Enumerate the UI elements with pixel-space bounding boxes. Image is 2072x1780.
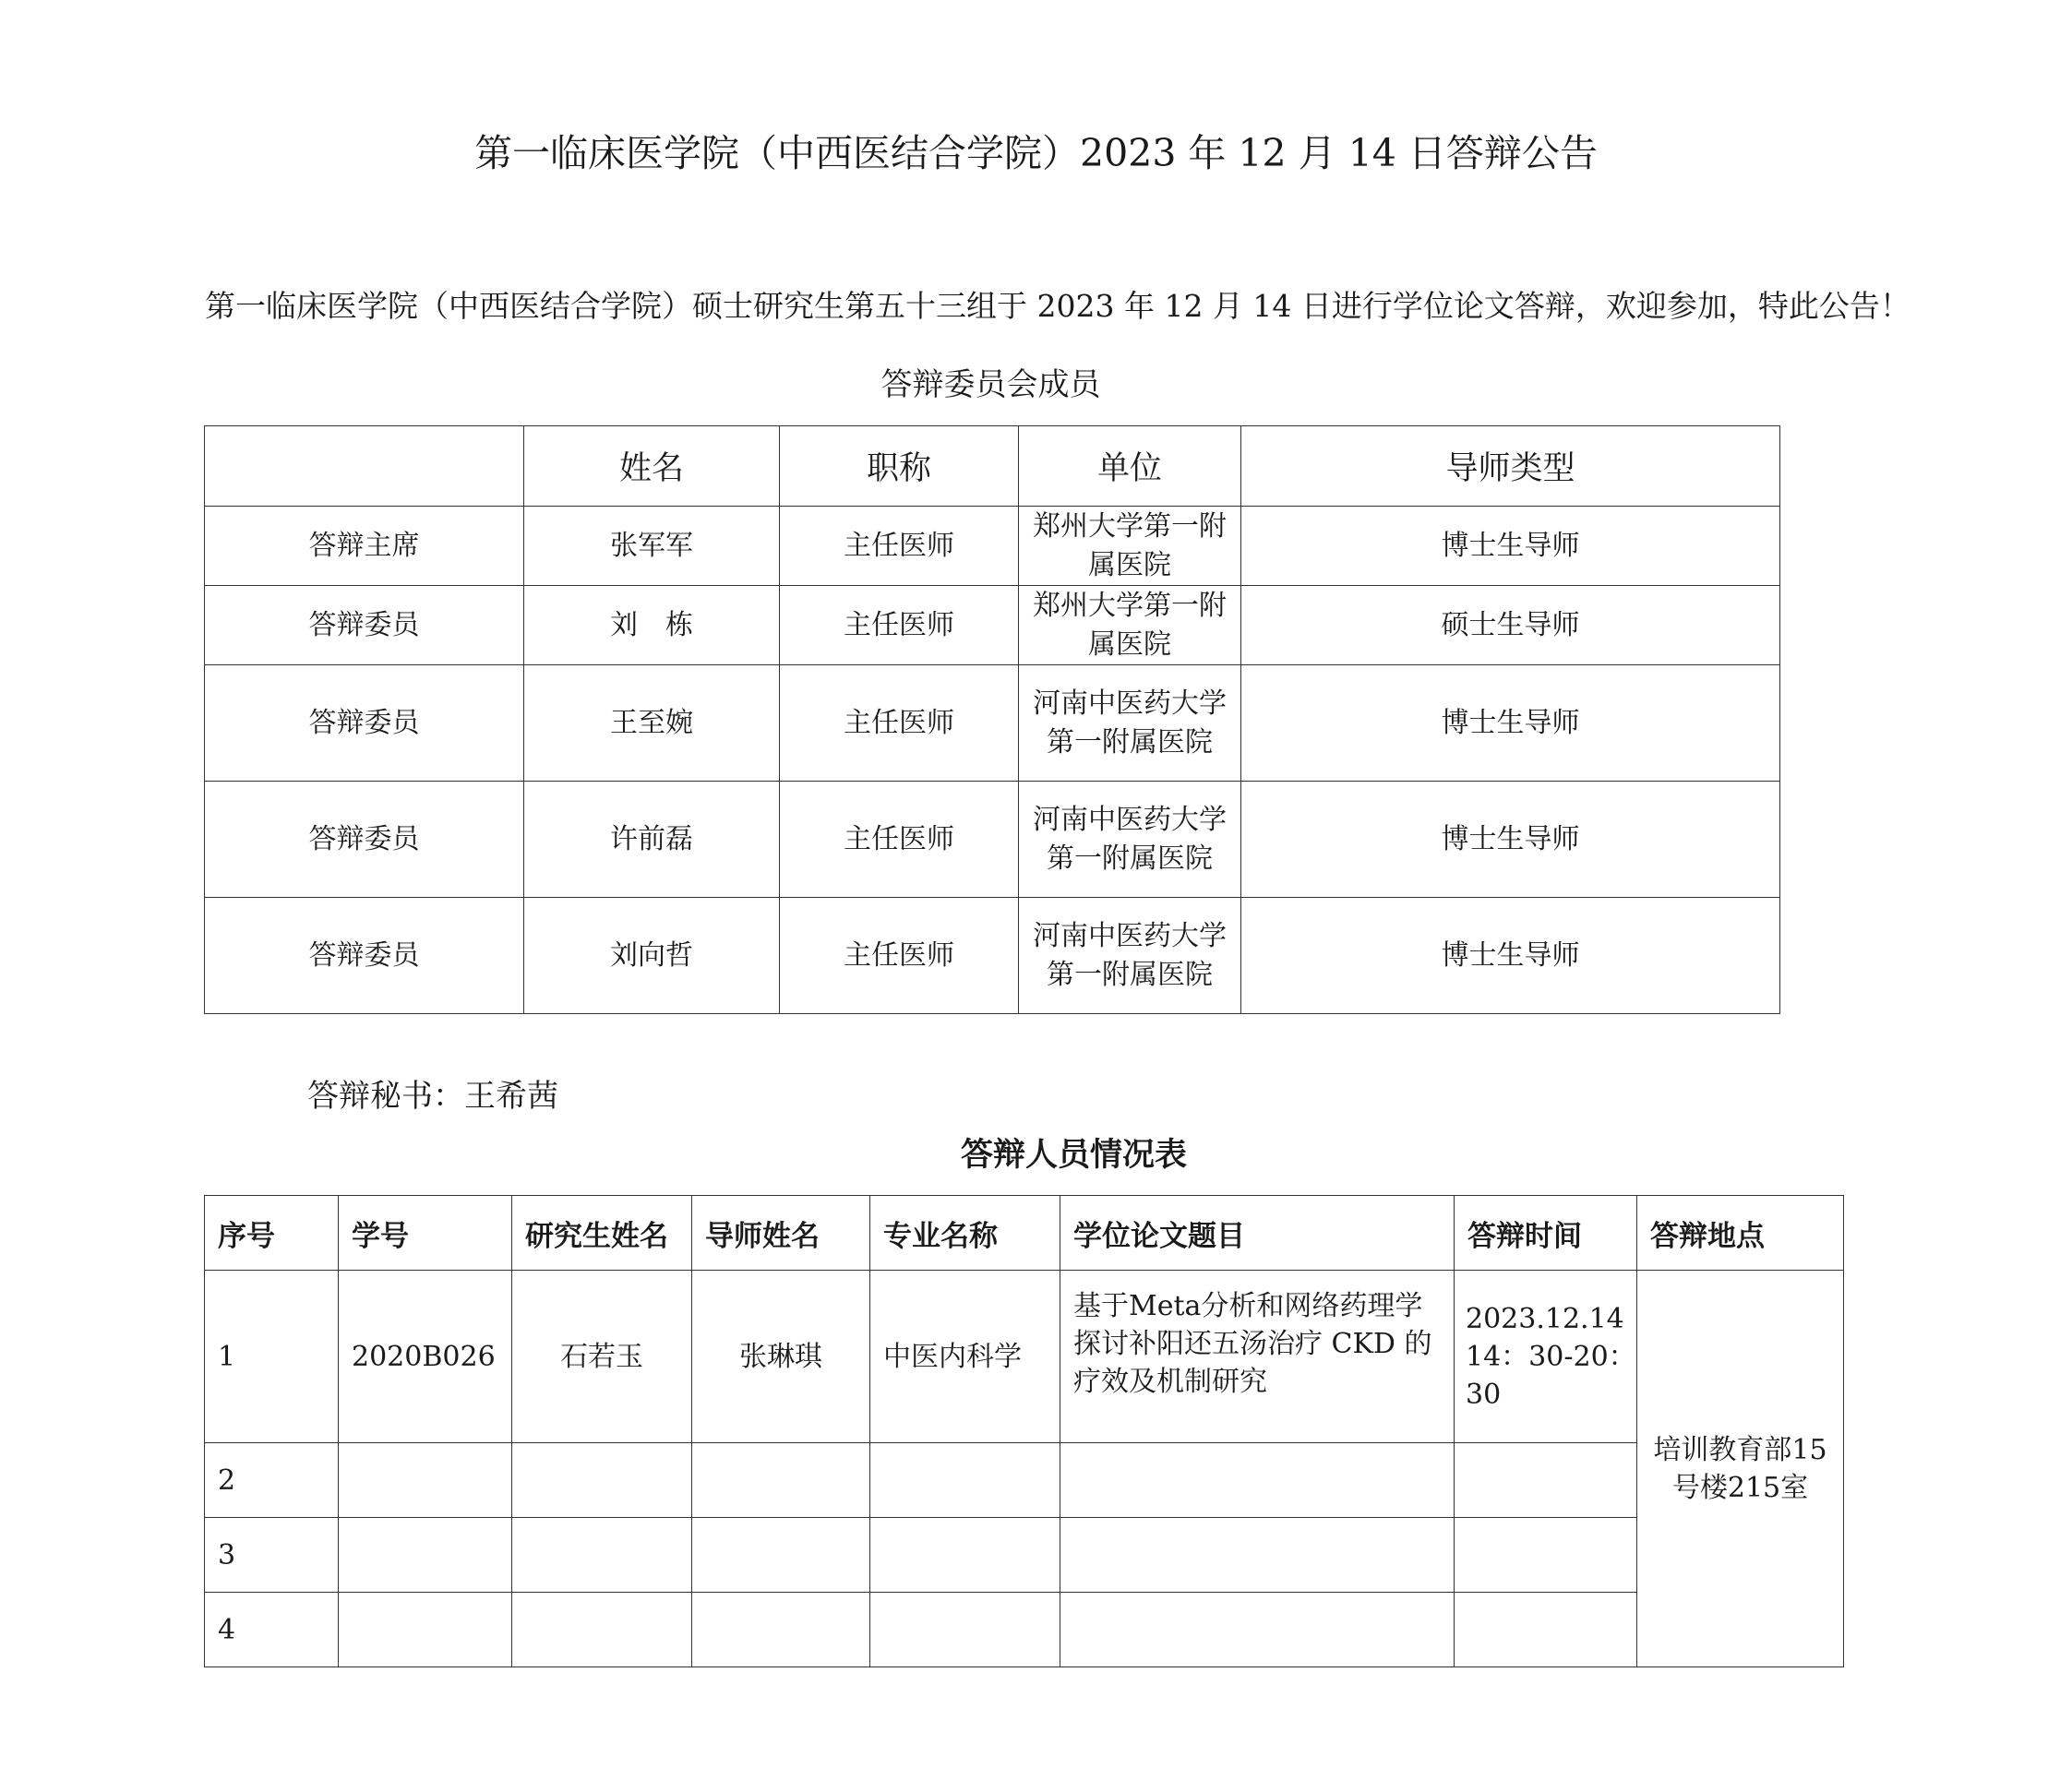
secretary-line: 答辩秘书：王希茜 (307, 1078, 558, 1115)
row-time (1455, 1443, 1637, 1518)
row-student-id (339, 1518, 512, 1593)
row-student-id: 2020B026 (339, 1271, 512, 1443)
row-no: 2 (205, 1443, 339, 1518)
committee-row (205, 507, 1780, 586)
row-no: 3 (205, 1518, 339, 1593)
row-major (870, 1443, 1060, 1518)
committee-caption: 答辩委员会成员 (880, 366, 1101, 403)
header-advisor: 导师姓名 (692, 1196, 870, 1271)
committee-row (205, 665, 1780, 782)
member-role: 答辩主席 (205, 507, 524, 586)
committee-header-row (205, 426, 1780, 507)
row-major (870, 1518, 1060, 1593)
header-student-name: 研究生姓名 (512, 1196, 692, 1271)
committee-header-unit: 单位 (1019, 426, 1241, 507)
committee-table (204, 425, 1780, 1014)
member-name: 刘向哲 (524, 898, 780, 1014)
venue-cell: 培训教育部15号楼215室 (1637, 1271, 1844, 1667)
committee-header-tutor-type: 导师类型 (1241, 426, 1780, 507)
committee-header-name: 姓名 (524, 426, 780, 507)
member-role: 答辩委员 (205, 782, 524, 898)
row-student-name (512, 1443, 692, 1518)
member-unit: 郑州大学第一附属医院 (1019, 507, 1241, 586)
member-title: 主任医师 (780, 586, 1019, 665)
row-time: 2023.12.14 14：30-20：30 (1455, 1271, 1637, 1443)
member-role: 答辩委员 (205, 586, 524, 665)
student-row (205, 1443, 1844, 1518)
committee-row (205, 586, 1780, 665)
member-title: 主任医师 (780, 782, 1019, 898)
page-title: 第一临床医学院（中西医结合学院）2023 年 12 月 14 日答辩公告 (474, 131, 1598, 175)
member-unit: 郑州大学第一附属医院 (1019, 586, 1241, 665)
row-no: 1 (205, 1271, 339, 1443)
committee-header-title: 职称 (780, 426, 1019, 507)
member-role: 答辩委员 (205, 898, 524, 1014)
member-name: 张军军 (524, 507, 780, 586)
row-student-name: 石若玉 (512, 1271, 692, 1443)
member-tutor-type: 博士生导师 (1241, 782, 1780, 898)
row-topic (1060, 1443, 1455, 1518)
member-tutor-type: 硕士生导师 (1241, 586, 1780, 665)
header-no: 序号 (205, 1196, 339, 1271)
member-unit: 河南中医药大学第一附属医院 (1019, 782, 1241, 898)
row-student-name (512, 1518, 692, 1593)
member-title: 主任医师 (780, 507, 1019, 586)
member-title: 主任医师 (780, 665, 1019, 782)
student-row (205, 1271, 1844, 1443)
student-row (205, 1518, 1844, 1593)
header-student-id: 学号 (339, 1196, 512, 1271)
row-topic: 基于Meta分析和网络药理学探讨补阳还五汤治疗 CKD 的疗效及机制研究 (1060, 1271, 1455, 1443)
committee-row (205, 782, 1780, 898)
row-topic (1060, 1593, 1455, 1667)
member-tutor-type: 博士生导师 (1241, 898, 1780, 1014)
row-time (1455, 1593, 1637, 1667)
row-student-id (339, 1593, 512, 1667)
member-tutor-type: 博士生导师 (1241, 665, 1780, 782)
member-unit: 河南中医药大学第一附属医院 (1019, 665, 1241, 782)
header-topic: 学位论文题目 (1060, 1196, 1455, 1271)
member-tutor-type: 博士生导师 (1241, 507, 1780, 586)
student-row (205, 1593, 1844, 1667)
row-advisor (692, 1593, 870, 1667)
member-name: 刘 栋 (524, 586, 780, 665)
row-student-id (339, 1443, 512, 1518)
announcement-text: 第一临床医学院（中西医结合学院）硕士研究生第五十三组于 2023 年 12 月 14 日进行学位论文答辩，欢迎参加，特此公告！ (205, 288, 1910, 324)
committee-header-role (205, 426, 524, 507)
row-advisor (692, 1443, 870, 1518)
students-header-row (205, 1196, 1844, 1271)
row-no: 4 (205, 1593, 339, 1667)
header-time: 答辩时间 (1455, 1196, 1637, 1271)
header-venue: 答辩地点 (1637, 1196, 1844, 1271)
students-caption: 答辩人员情况表 (960, 1136, 1187, 1174)
header-major: 专业名称 (870, 1196, 1060, 1271)
row-major: 中医内科学 (870, 1271, 1060, 1443)
member-name: 许前磊 (524, 782, 780, 898)
row-student-name (512, 1593, 692, 1667)
students-table (204, 1195, 1844, 1667)
row-major (870, 1593, 1060, 1667)
member-role: 答辩委员 (205, 665, 524, 782)
row-time (1455, 1518, 1637, 1593)
member-title: 主任医师 (780, 898, 1019, 1014)
row-advisor (692, 1518, 870, 1593)
row-topic (1060, 1518, 1455, 1593)
row-advisor: 张琳琪 (692, 1271, 870, 1443)
member-name: 王至婉 (524, 665, 780, 782)
member-unit: 河南中医药大学第一附属医院 (1019, 898, 1241, 1014)
committee-row (205, 898, 1780, 1014)
